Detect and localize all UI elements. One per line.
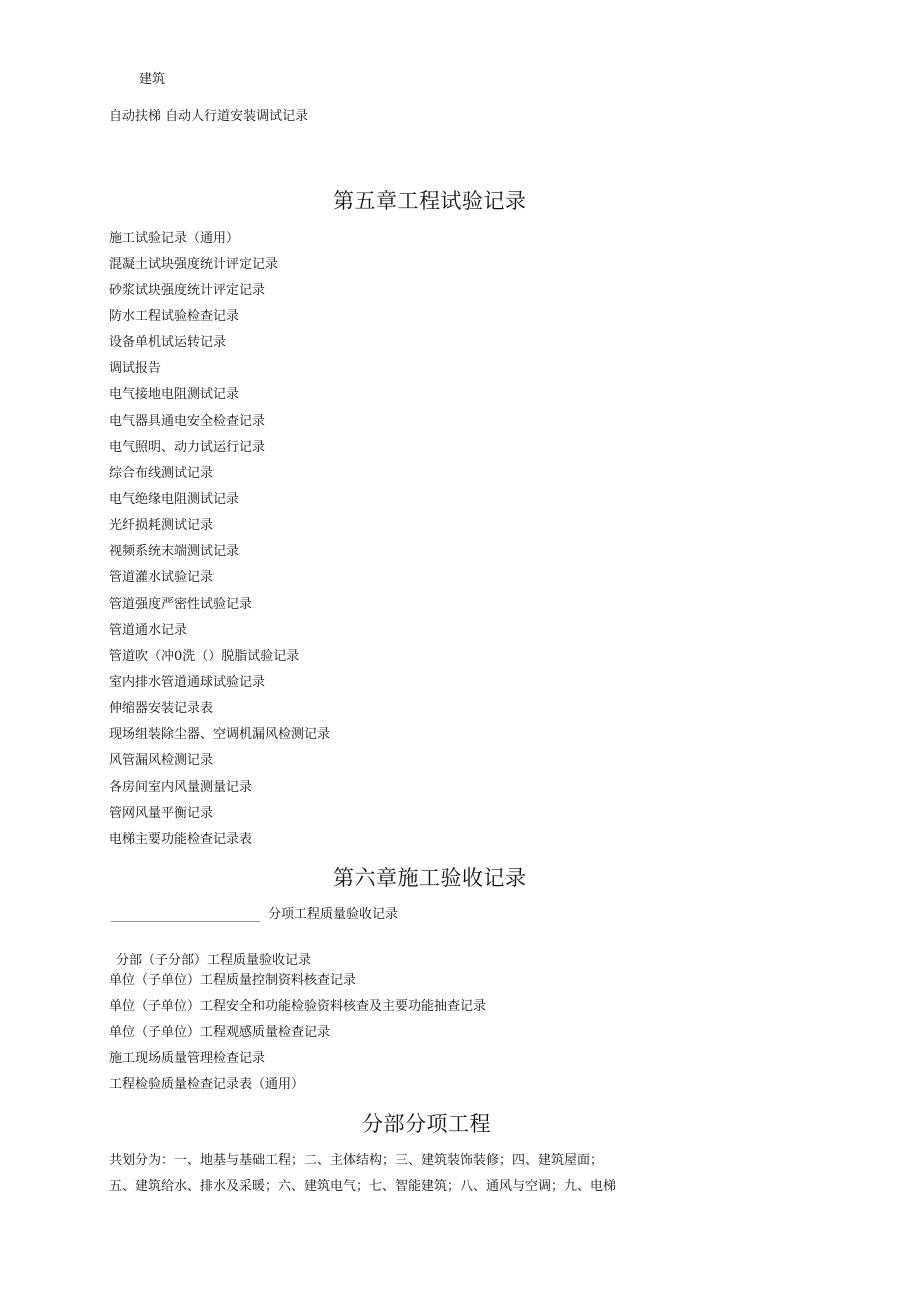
blank-underline <box>111 921 260 922</box>
list-item: 管道吹（冲0洗（）脱脂试验记录 <box>109 649 300 664</box>
list-item: 电梯主要功能检查记录表 <box>109 832 253 847</box>
list-item: 管道强度严密性试验记录 <box>109 597 253 612</box>
section-line: 五、建筑给水、排水及采暖；六、建筑电气；七、智能建筑；八、通风与空调；九、电梯 <box>109 1179 617 1194</box>
building-label: 建筑 <box>139 72 166 87</box>
list-item: 电气照明、动力试运行记录 <box>109 440 266 455</box>
subitem-quality-record: 分项工程质量验收记录 <box>268 907 399 922</box>
list-item: 施工现场质量管理检查记录 <box>109 1051 266 1066</box>
list-item: 管道通水记录 <box>109 623 188 638</box>
list-item: 电气接地电阻测试记录 <box>109 387 240 402</box>
list-item: 现场组装除尘器、空调机漏风检测记录 <box>109 727 331 742</box>
list-item: 砂浆试块强度统计评定记录 <box>109 283 266 298</box>
chapter5-heading: 第五章工程试验记录 <box>333 189 527 213</box>
chapter6-heading: 第六章施工验收记录 <box>333 866 527 890</box>
list-item: 工程检验质量检查记录表（通用） <box>109 1077 305 1092</box>
list-item: 单位（子单位）工程质量控制资料核查记录 <box>109 973 357 988</box>
list-item: 电气绝缘电阻测试记录 <box>109 492 240 507</box>
list-item: 风管漏风检测记录 <box>109 753 214 768</box>
list-item: 混凝土试块强度统计评定记录 <box>109 257 279 272</box>
list-item: 防水工程试验检查记录 <box>109 309 240 324</box>
list-item: 综合布线测试记录 <box>109 466 214 481</box>
list-item: 管道灌水试验记录 <box>109 570 214 585</box>
escalator-record-title: 自动扶梯 自动人行道安装调试记录 <box>109 109 309 124</box>
list-item: 伸缩器安装记录表 <box>109 701 214 716</box>
list-item: 室内排水管道通球试验记录 <box>109 675 266 690</box>
list-item: 调试报告 <box>109 361 162 376</box>
list-item: 施工试验记录（通用） <box>109 231 240 246</box>
list-item: 分部（子分部）工程质量验收记录 <box>116 953 312 968</box>
section-line: 共划分为：一、地基与基础工程；二、主体结构；三、建筑装饰装修；四、建筑屋面； <box>109 1153 604 1168</box>
list-item: 设备单机试运转记录 <box>109 335 227 350</box>
section-heading: 分部分项工程 <box>362 1112 491 1136</box>
list-item: 单位（子单位）工程安全和功能检验资料核查及主要功能抽查记录 <box>109 999 487 1014</box>
list-item: 电气器具通电安全检查记录 <box>109 414 266 429</box>
list-item: 各房间室内风量测量记录 <box>109 780 253 795</box>
list-item: 单位（子单位）工程观感质量检查记录 <box>109 1025 331 1040</box>
list-item: 视频系统末端测试记录 <box>109 544 240 559</box>
list-item: 光纤损耗测试记录 <box>109 518 214 533</box>
list-item: 管网风量平衡记录 <box>109 806 214 821</box>
